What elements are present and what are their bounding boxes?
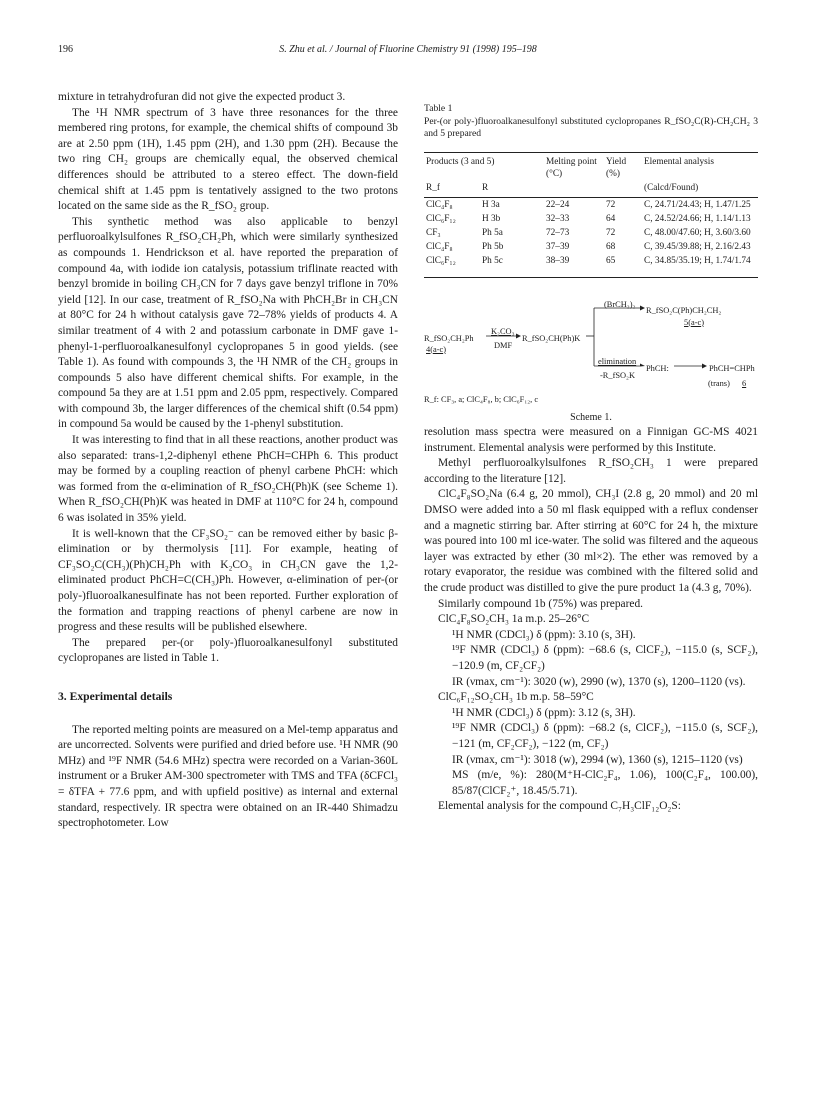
compound-line: ClC₆F₁₂SO₂CH₃ 1b m.p. 58–59°C (438, 691, 594, 704)
table-subheader-row (424, 181, 758, 198)
scheme-upper-product: R_fSO₂C(Ph)CH₂CH₂ (646, 305, 722, 315)
scheme-caption: Scheme 1. (570, 411, 612, 423)
table-row: CF₃ Ph 5a 72–73 72 C, 48.00/47.60; H, 3.60/3.60 (426, 227, 751, 238)
header-melting-point: Melting point (°C) (544, 152, 604, 181)
scheme-start-label: 4(a-c) (426, 344, 446, 354)
header-elemental-analysis: Elemental analysis (642, 152, 758, 181)
spectral-data: ¹H NMR (CDCl₃) δ (ppm): 3.10 (s, 3H). (452, 628, 636, 641)
paragraph: The prepared per-(or poly-)fluoroalkanesulfonyl substituted cyclopropanes are listed in Table 1. (58, 636, 398, 665)
right-column (424, 103, 758, 815)
table-row: ClC₄F₈ Ph 5b 37–39 68 C, 39.45/39.88; H, 2.16/2.43 (426, 241, 751, 252)
running-header (58, 44, 758, 58)
subheader-rf: R_f (426, 182, 440, 193)
paragraph: mixture in tetrahydrofuran did not give the expected product 3. (58, 91, 346, 103)
paragraph: Similarly compound 1b (75%) was prepared. (438, 597, 643, 610)
spectral-data: IR (νmax, cm⁻¹): 3018 (w), 2994 (w), 1360 (s), 1215–1120 (vs) (452, 753, 743, 766)
table-title: Per-(or poly-)fluoroalkanesulfonyl substituted cyclopropanes R_fSO₂C(R)-CH₂CH₂ 3 and 5 prepared (424, 115, 758, 139)
scheme-rf-legend: R_f: CF₃, a; ClC₄F₈, b; ClC₆F₁₂, c (424, 394, 539, 404)
table-row: ClC₆F₁₂ Ph 5c 38–39 65 C, 34.85/35.19; H, 1.74/1.74 (426, 255, 751, 266)
paragraph: Elemental analysis for the compound C₇H₃ClF₁₂O₂S: (438, 800, 681, 813)
spectral-data: MS (m/e, %): 280(M⁺H-ClC₂F₄, 1.06), 100(C₂F₄, 100.00), 85/87(ClCF₂⁺, 18.45/5.71). (452, 769, 758, 797)
scheme-carbene: PhCH: (646, 363, 669, 373)
table-label: Table 1 (424, 103, 453, 114)
scheme-start: R_fSO₂CH₂Ph (424, 333, 474, 343)
left-column (58, 90, 398, 832)
paragraph: resolution mass spectra were measured on a Finnigan GC-MS 4021 instrument. Elemental analysis were performed by this Institute. (424, 426, 758, 454)
page-number: 196 (58, 44, 73, 55)
table-row: ClC₆F₁₂ H 3b 32–33 64 C, 24.52/24.66; H, 1.14/1.13 (426, 213, 751, 224)
header-yield: Yield (%) (604, 152, 642, 181)
subheader-r: R (482, 182, 489, 193)
table-row: ClC₄F₈ H 3a 22–24 72 C, 24.71/24.43; H, 1.47/1.25 (426, 199, 751, 210)
data-table (424, 152, 758, 268)
paragraph: It was interesting to find that in all these reactions, another product was also separated: trans-1,2-diphenyl ethene PhCH=CHPh 6. This product may be formed by a coupling reaction of phenyl carbene PhCH: which was formed from the α-elimination of R_fSO₂CH(Ph)K (see Scheme 1). When R_fSO₂CH(Ph)K was heated in DMF at 110°C for 24 h, compound 6 was isolated in 35% yield. (58, 434, 398, 525)
paragraph: Methyl perfluoroalkylsulfones R_fSO₂CH₃ 1 were prepared according to the literature [12]. (424, 457, 758, 485)
scheme-upper-label: 5(a-c) (684, 317, 704, 327)
scheme-final-product: PhCH=CHPh (709, 363, 755, 373)
table-header-row (424, 152, 758, 181)
spectral-data: ¹H NMR (CDCl₃) δ (ppm): 3.12 (s, 3H). (452, 706, 636, 719)
header-products: Products (3 and 5) (424, 152, 544, 181)
spectral-data: ¹⁹F NMR (CDCl₃) δ (ppm): −68.6 (s, ClCF₂), −115.0 (s, SCF₂), −120.9 (m, CF₂CF₂) (452, 644, 758, 672)
spectral-data: IR (νmax, cm⁻¹): 3020 (w), 2990 (w), 1370 (s), 1200–1120 (vs). (452, 675, 746, 688)
journal-citation: S. Zhu et al. / Journal of Fluorine Chemistry 91 (1998) 195–198 (279, 44, 537, 55)
section-heading: 3. Experimental details (58, 689, 173, 703)
scheme-upper-reagent: (BrCH₂)₂ (604, 299, 636, 309)
scheme-final-trans: (trans) (708, 378, 730, 388)
table-caption (424, 103, 758, 141)
paragraph: The ¹H NMR spectrum of 3 have three resonances for the three membered ring protons, for example, the chemical shifts of compound 3b are at 2.50 ppm (1H), 1.45 ppm (2H), and 1.30 ppm (2H). Because the two ring CH₂ groups are chemically equal, the observed chemical differences should be attributed to a stereo effect. The down-field chemical shift at 1.45 ppm is tentatively assigned to the two protons located on the same side as the R_fSO₂ group. (58, 106, 398, 213)
paragraph: ClC₄F₈SO₂Na (6.4 g, 20 mmol), CH₃I (2.8 g, 20 mmol) and 20 ml DMSO were added into a 50 ml flask equipped with a reflux condenser and a magnetic stirring bar. After stirring at 60°C for 24 h, the mixture was poured into 100 ml ice-water. The solid was filtered and the aqueous layer was extracted by ether (30 ml×2). The ether was removed by a rotary evaporator, the residue was combined with the filtered solid and the crude product was distilled to give the pure product 1a (4.3 g, 70%). (424, 488, 758, 595)
scheme-reagent-top: K₂CO₃ (491, 326, 515, 336)
subheader-calcd-found: (Calcd/Found) (644, 182, 699, 193)
paragraph: The reported melting points are measured on a Mel-temp apparatus and are uncorrected. Solvents were purified and dried before use. ¹H NMR (90 MHz) and ¹⁹F NMR (54.6 MHz) spectra were recorded on a Varian-360L instrument or a Bruker AM-300 spectrometer with TMS and TFA (δCFCl₃ = δTFA + 77.6 ppm, and with upfield positive) as internal and external standard, respectively. IR spectra were obtained on an IR-440 Shimadzu spectrophotometer. Low (58, 723, 398, 830)
scheme-elimination-loss: -R_fSO₂K (600, 370, 636, 380)
scheme-reagent-bottom: DMF (494, 340, 513, 350)
paragraph: This synthetic method was also applicable to benzyl perfluoroalkylsulfones R_fSO₂CH₂Ph, which were similarly synthesized as compounds 1. Hendrickson et al. have reported the preparation of compound 4a, with iodide ion catalysis, potassium triflinate reacted with benzyl bromide in boiling CH₃CN for 7 days gave benzyl triflone in 70% yield [12]. In our case, treatment of R_fSO₂Na with PhCH₂Br in CH₃CN at 80°C for 24 h without catalysis gave 72–78% yields of products 4. A similar treatment of 4 with 2 and potassium carbonate in DMF gave 1-phenyl-1-perfluoroalkanesulfonyl cyclopropanes 5 in good yields. (see Table 1). As found with compounds 3, the ¹H NMR of the CH₂ groups in compounds 5 also have different chemical shifts. For example, in the compound 5a they are at 1.51 ppm and 2.05 ppm, respectively. Compared with compound 3b, the larger differences of the chemical shift (0.54 ppm) in compound 5a would be caused by the 1-phenyl substitution. (58, 215, 398, 431)
scheme-final-label: 6 (742, 378, 747, 388)
scheme-elimination: elimination (598, 356, 637, 366)
reaction-scheme (424, 277, 758, 410)
paragraph: It is well-known that the CF₃SO₂⁻ can be removed either by basic β-elimination or by thermolysis [11]. For example, heating of CF₃SO₂C(CH₃)(Ph)CH₂Ph with K₂CO₃ in CH₃CN gave the 1,2-eliminated product PhCH=C(CH₃)Ph. However, α-elimination of per-(or poly-)fluoroalkanesulfinate has not been reported. Further exploration of the formation and trapping reactions of phenyl carbene are now in progress and these results will be published elsewhere. (58, 527, 398, 634)
spectral-data: ¹⁹F NMR (CDCl₃) δ (ppm): −68.2 (s, ClCF₂), −115.0 (s, SCF₂), −121 (m, CF₂CF₂), −122 (m, CF₂) (452, 722, 758, 750)
compound-line: ClC₄F₈SO₂CH₃ 1a m.p. 25–26°C (438, 613, 590, 626)
scheme-intermediate: R_fSO₂CH(Ph)K (522, 333, 581, 343)
